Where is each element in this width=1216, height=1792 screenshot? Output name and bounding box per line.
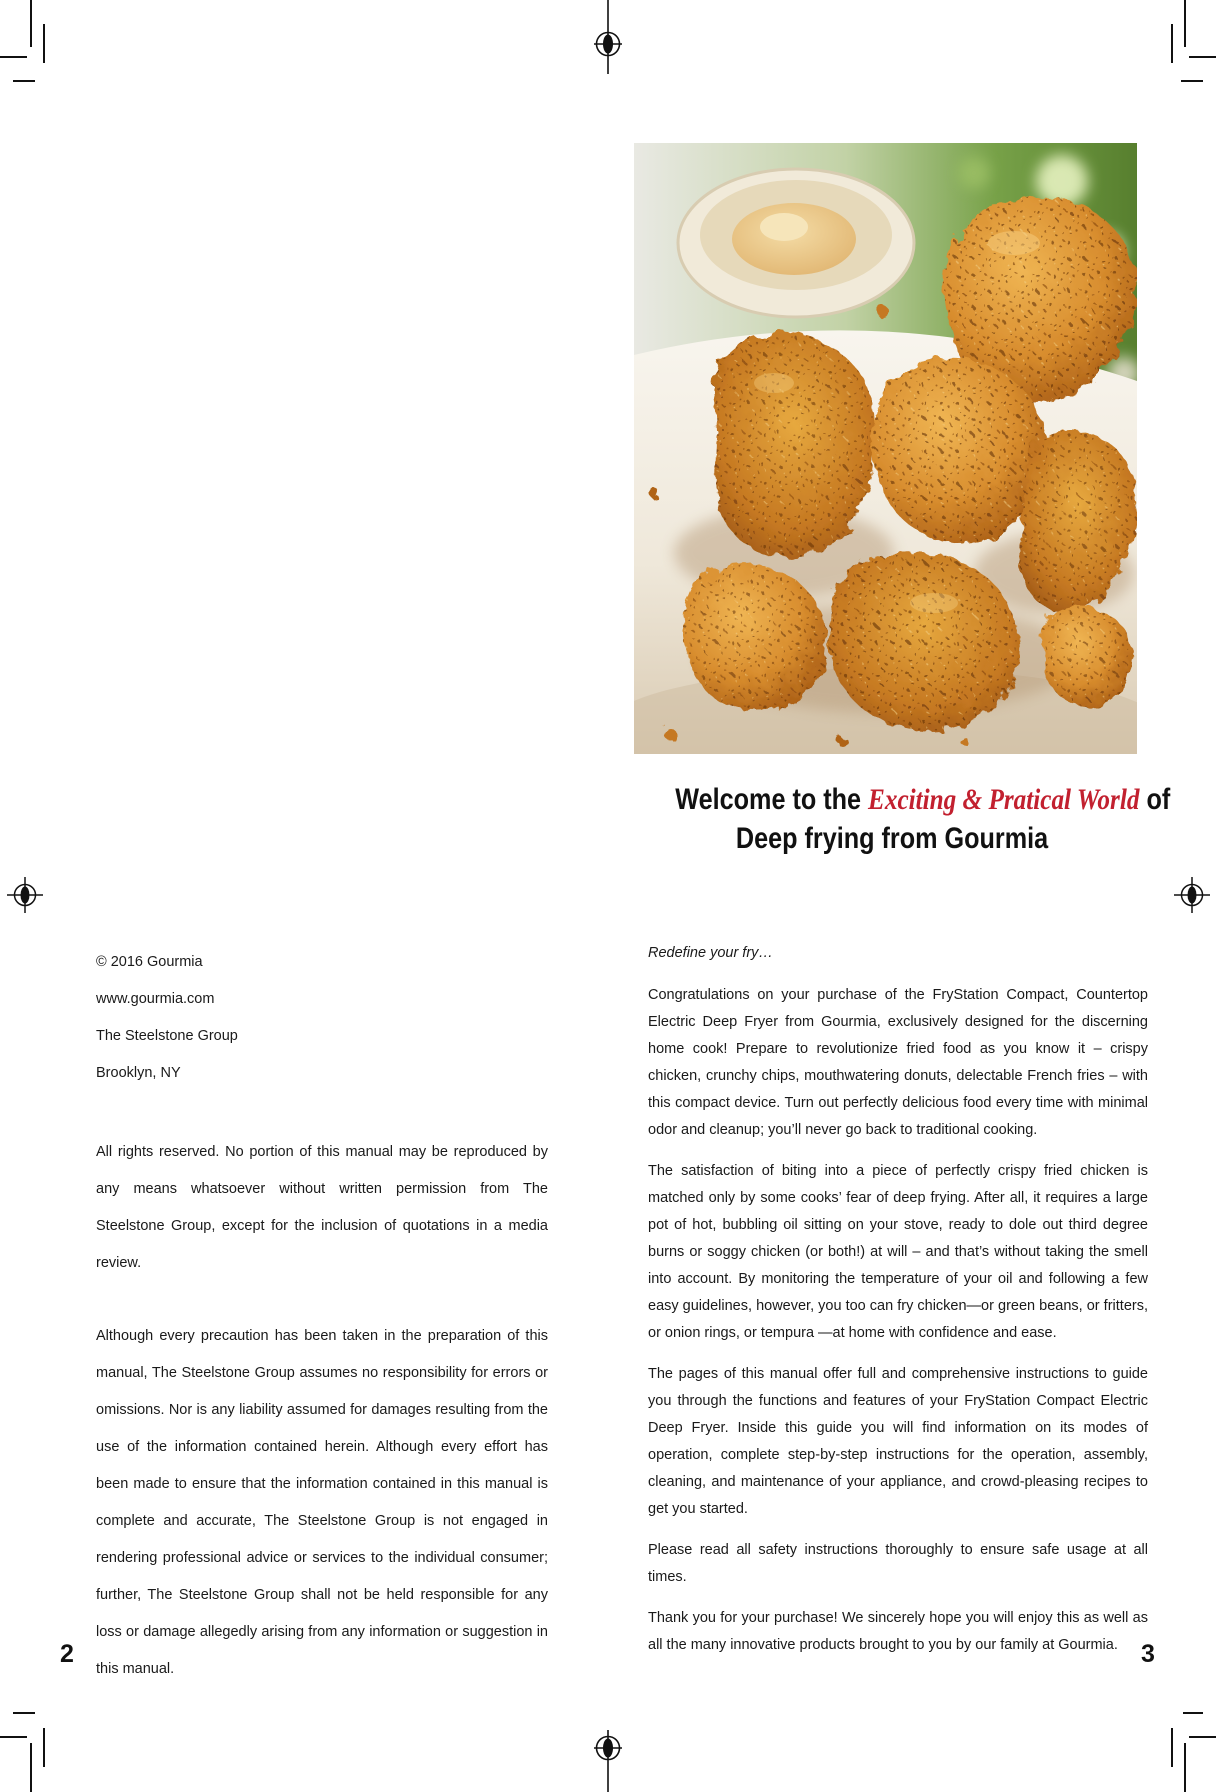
heading-suffix: of bbox=[1139, 783, 1171, 816]
crop-mark bbox=[1184, 1743, 1186, 1792]
crop-mark bbox=[1189, 56, 1216, 58]
crop-mark bbox=[1171, 24, 1173, 63]
crop-mark bbox=[0, 1736, 27, 1738]
copyright-line: © 2016 Gourmia bbox=[96, 954, 203, 970]
crop-mark bbox=[43, 1728, 45, 1767]
crop-mark bbox=[13, 80, 35, 82]
manual-pages-paragraph: The pages of this manual offer full and comprehensive instructions to guide you through the functions and features of your FryStation Compact Electric Deep Fryer. Inside this guide you will find information on its modes of operation, complete step-by-step instructions for the operation, assembly, cleaning, and maintenance of your appliance, and crowd-pleasing recipes to get you started. bbox=[648, 1366, 1148, 1517]
welcome-heading-line1 bbox=[675, 780, 1171, 819]
safety-note-paragraph: Please read all safety instructions thoroughly to ensure safe usage at all times. bbox=[648, 1542, 1148, 1585]
redefine-tagline: Redefine your fry… bbox=[648, 945, 773, 961]
fried-chicken-photo bbox=[634, 143, 1137, 754]
crop-mark bbox=[1184, 0, 1186, 47]
crop-mark bbox=[30, 1743, 32, 1792]
heading-emphasis: Exciting & Pratical World bbox=[868, 783, 1140, 816]
dip-bowl bbox=[678, 169, 914, 317]
crop-mark bbox=[13, 1712, 35, 1714]
location-line: Brooklyn, NY bbox=[96, 1065, 181, 1081]
crop-mark bbox=[1171, 1728, 1173, 1767]
page-number-right: 3 bbox=[1141, 1640, 1155, 1668]
crop-mark bbox=[43, 24, 45, 63]
disclaimer-paragraph: Although every precaution has been taken in the preparation of this manual, The Steelstone Group assumes no responsibility for errors or omissions. Nor is any liability assumed for damages resulting from the use of the information contained herein. Although every effort has been made to ensure that the information contained in this manual is complete and accurate, The Steelstone Group is not engaged in rendering professional advice or services to the individual consumer; further, The Steelstone Group shall not be held responsible for any loss or damage allegedly arising from any information or suggestion in this manual. bbox=[96, 1328, 548, 1677]
website-line: www.gourmia.com bbox=[96, 991, 215, 1007]
crop-mark bbox=[0, 56, 27, 58]
company-line: The Steelstone Group bbox=[96, 1028, 238, 1044]
rights-paragraph: All rights reserved. No portion of this manual may be reproduced by any means whatsoever without written permission from The Steelstone Group, except for the inclusion of quotations in a media review. bbox=[96, 1144, 548, 1271]
welcome-heading bbox=[675, 780, 1171, 858]
registration-mark-icon bbox=[1174, 877, 1210, 913]
crop-mark bbox=[1181, 80, 1203, 82]
crop-mark bbox=[1183, 1712, 1203, 1714]
heading-prefix: Welcome to the bbox=[675, 783, 869, 816]
crop-mark bbox=[1189, 1736, 1216, 1738]
registration-mark-icon bbox=[593, 1728, 623, 1792]
registration-mark-icon bbox=[593, 0, 623, 78]
page-number-left: 2 bbox=[60, 1640, 74, 1668]
right-page-text bbox=[648, 942, 1148, 1673]
publisher-block bbox=[96, 944, 548, 1092]
registration-mark-icon bbox=[7, 877, 43, 913]
satisfaction-paragraph: The satisfaction of biting into a piece of perfectly crispy fried chicken is matched only by some cooks’ fear of deep frying. After all, it requires a large pot of hot, bubbling oil sitting on your stove, ready to dole out third degree burns or soggy chicken (or both!) at will – and that’s without taking the smell into account. By monitoring the temperature of your oil and following a few easy guidelines, however, you too can fry chicken—or green beans, or fritters, or onion rings, or tempura —at home with confidence and ease. bbox=[648, 1163, 1148, 1341]
crop-mark bbox=[30, 0, 32, 47]
left-page-text bbox=[96, 944, 548, 1688]
thank-you-paragraph: Thank you for your purchase! We sincerely hope you will enjoy this as well as all the many innovative products brought to you by our family at Gourmia. bbox=[648, 1610, 1148, 1653]
congratulations-paragraph: Congratulations on your purchase of the FryStation Compact, Countertop Electric Deep Fryer from Gourmia, exclusively designed for the discerning home cook! Prepare to revolutionize fried food as you know it – crispy chicken, crunchy chips, mouthwatering donuts, delectable French fries – with this compact device. Turn out perfectly delicious food every time with minimal odor and cleanup; you’ll never go back to traditional cooking. bbox=[648, 987, 1148, 1138]
welcome-heading-line2: Deep frying from Gourmia bbox=[735, 822, 1049, 855]
